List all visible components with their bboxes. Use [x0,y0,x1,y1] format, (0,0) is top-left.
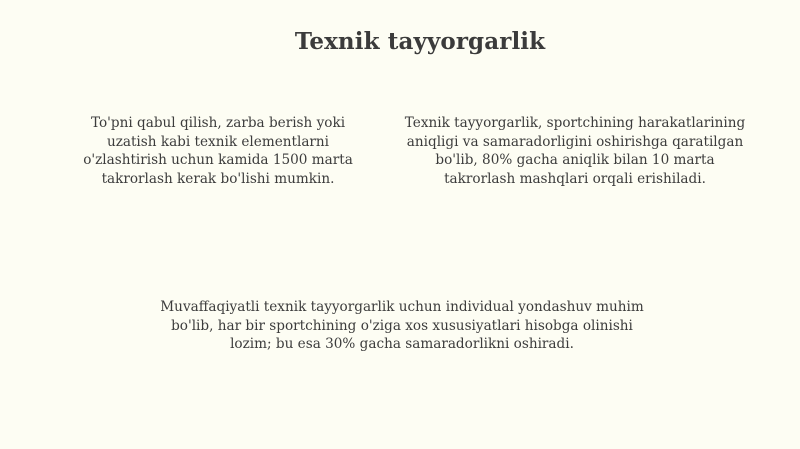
paragraph-left: To'pni qabul qilish, zarba berish yoki uzatish kabi texnik elementlarni o'zlashtirish uchun kamida 1500 marta takrorlash kerak bo'lishi mumkin. [83,115,353,187]
slide-title: Texnik tayyorgarlik [294,28,546,55]
paragraph-right: Texnik tayyorgarlik, sportchining harakatlarining aniqligi va samaradorligini oshirishga qaratilgan bo'lib, 80% gacha aniqlik bilan 10 marta takrorlash mashqlari orqali erishiladi. [404,115,746,187]
paragraph-bottom: Muvaffaqiyatli texnik tayyorgarlik uchun individual yondashuv muhim bo'lib, har bir sportchining o'ziga xos xususiyatlari hisobga olinishi lozim; bu esa 30% gacha samaradorlikni oshiradi. [160,299,644,352]
